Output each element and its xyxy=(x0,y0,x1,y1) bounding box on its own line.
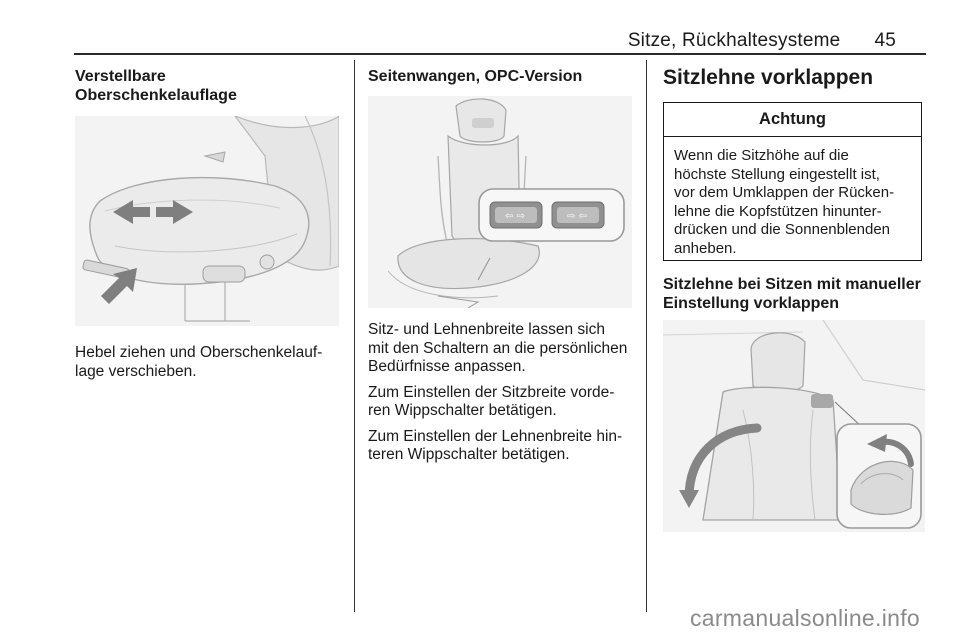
side-bolsters-heading: Seitenwangen, OPC-Version xyxy=(368,68,583,85)
page-number: 45 xyxy=(874,30,896,51)
warning-box xyxy=(663,102,922,261)
warning-text: Wenn die Sitzhöhe auf die höchste Stellung eingestellt ist, vor dem Umklappen der Rücken- lehne die Kopfstützen hinunter- drücken und die Sonnenblenden anheben. xyxy=(674,147,895,257)
header-title: Sitze, Rückhaltesysteme xyxy=(627,30,841,51)
paragraph: Zum Einstellen der Sitzbreite vorde- ren Wippschalter betätigen. xyxy=(368,383,615,419)
svg-text:⇨ ⇦: ⇨ ⇦ xyxy=(567,211,587,222)
warning-title: Achtung xyxy=(664,103,921,137)
paragraph: Sitz- und Lehnenbreite lassen sich mit den Schaltern an die persönlichen Bedürfnisse anpassen. xyxy=(368,321,628,375)
header-rule xyxy=(74,53,926,55)
paragraph: Zum Einstellen der Lehnenbreite hin- teren Wippschalter betätigen. xyxy=(368,427,623,463)
watermark: carmanualsonline.info xyxy=(689,605,920,631)
svg-text:⇦ ⇨: ⇦ ⇨ xyxy=(505,211,525,222)
page-header xyxy=(628,30,896,52)
thigh-support-text: Hebel ziehen und Oberschenkelauf- lage verschieben. xyxy=(75,344,323,380)
column-divider-2 xyxy=(646,60,647,612)
fold-backrest-illustration xyxy=(663,320,925,532)
manual-seat-subheading: Sitzlehne bei Sitzen mit manueller Einstellung vorklappen xyxy=(663,276,921,312)
column-divider-1 xyxy=(354,60,355,612)
opc-seat-illustration xyxy=(368,96,632,308)
thigh-support-illustration xyxy=(75,116,339,326)
side-bolsters-text xyxy=(368,321,640,465)
thigh-support-heading: Verstellbare Oberschenkelauflage xyxy=(75,68,237,104)
fold-backrest-heading: Sitzlehne vorklappen xyxy=(663,66,874,89)
